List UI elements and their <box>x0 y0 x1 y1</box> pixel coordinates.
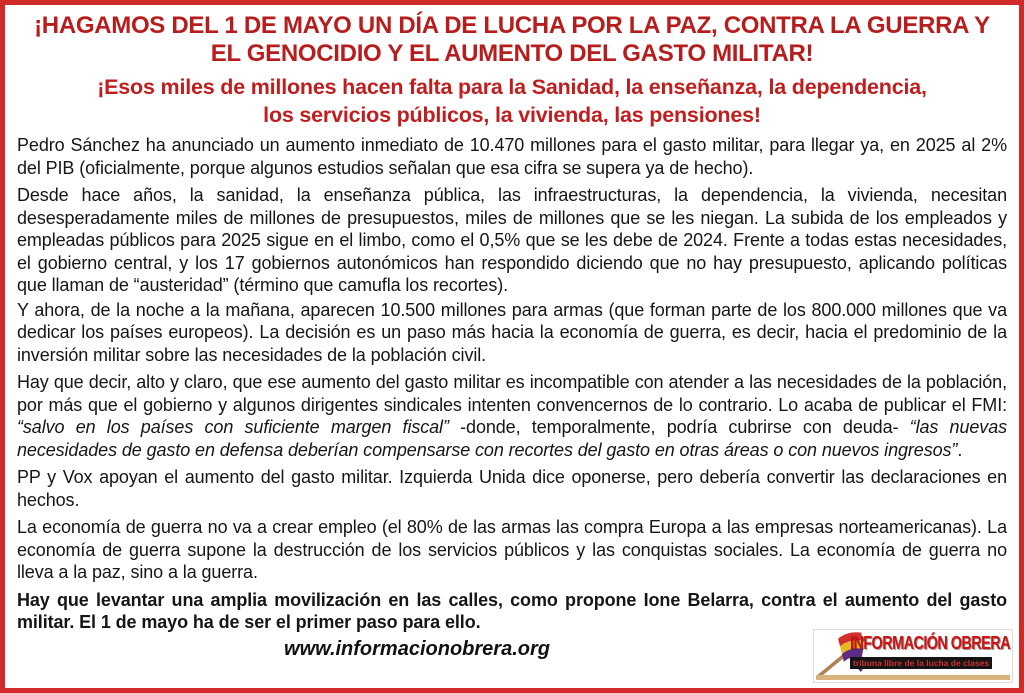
paragraph-text: Pedro Sánchez ha anunciado un aumento inmediato de 10.470 millones para el gasto militar, para llegar ya, en 2025 al 2% del PIB (oficialmente, porque algunos estudios señalan que esa cifra se supera ya de hecho). <box>17 135 1007 178</box>
headline-title <box>17 12 1007 68</box>
paragraph-text: Y ahora, de la noche a la mañana, aparecen 10.500 millones para armas (que forman parte de los 800.000 millones que va dedicar los países europeos). La decisión es un paso más hacia la economía de guerra, es decir, hacia el predominio de la inversión militar sobre las necesidades de la población civil. <box>17 299 1007 365</box>
headline-title-line-1: ¡HAGAMOS DEL 1 DE MAYO UN DÍA DE LUCHA POR LA PAZ, CONTRA LA GUERRA Y <box>34 12 990 39</box>
headline-subtitle <box>17 73 1007 129</box>
paragraph-war-economy-decision <box>17 299 1007 367</box>
headline-title-line-2: EL GENOCIDIO Y EL AUMENTO DEL GASTO MILITAR! <box>210 40 814 67</box>
paragraph-text: Hay que decir, alto y claro, que ese aumento del gasto militar es incompatible con atender a las necesidades de la población, por más que el gobierno y algunos dirigentes sindicales intenten convencernos de lo contrario. Lo acaba de publicar el FMI: <box>17 372 1007 415</box>
paragraph-text: Hay que levantar una amplia movilización en las calles, como propone Ione Belarra, contra el aumento del gasto militar. El 1 de mayo ha de ser el primer paso para ello. <box>17 589 1007 632</box>
logo-base-bar <box>816 675 1010 680</box>
paragraph-text: PP y Vox apoyan el aumento del gasto militar. Izquierda Unida dice oponerse, pero debería convertir las declaraciones en hechos. <box>17 467 1007 510</box>
headline-subtitle-line-1: ¡Esos miles de millones hacen falta para la Sanidad, la enseñanza, la dependencia, <box>97 75 927 99</box>
paragraph-text: Desde hace años, la sanidad, la enseñanza pública, las infraestructuras, la dependencia, la vivienda, necesitan desesperadamente miles de millones de presupuestos, miles de millones que se les niegan. La subida de los empleados y empleadas públicos para 2025 sigue en el limbo, como el 0,5% que se les debe de 2024. Frente a todas estas necesidades, el gobierno central, y los 17 gobiernos autonómicos han respondido diciendo que no hay presupuesto, aplicando políticas que llaman de “austeridad” (término que camufla los recortes). <box>17 185 1007 295</box>
logo-title: INFORMACIÓN OBRERA <box>850 633 1010 654</box>
paragraph-pp-vox-position <box>17 466 1007 511</box>
paragraph-text: . <box>957 439 963 460</box>
paragraph-call-to-mobilize <box>17 589 1007 634</box>
paragraph-text: La economía de guerra no va a crear empleo (el 80% de las armas las compra Europa a las empresas norteamericanas). La economía de guerra supone la destrucción de los servicios públicos y las conquistas sociales. La economía de guerra no lleva a la paz, sino a la guerra. <box>17 517 1007 582</box>
paragraph-text: -donde, temporalmente, podría cubrirse con deuda- <box>448 417 910 437</box>
paragraph-pedro-sanchez-announcement <box>17 134 1007 179</box>
logo-informacion-obrera <box>814 630 1012 682</box>
website-url: www.informacionobrera.org <box>284 637 550 660</box>
paragraph-war-economy-consequences <box>17 516 1007 584</box>
logo-subtitle: tribuna libre de la lucha de clases <box>850 657 992 669</box>
fmi-quote-italic-1: “salvo en los países con suficiente margen fiscal” <box>17 417 449 437</box>
paragraph-fmi-quote <box>17 371 1007 461</box>
fmi-quote-italic-2: “las nuevas necesidades de gasto en defensa deberían compensarse con recortes del gasto en otras áreas o con nuevos ingresos” <box>17 417 1008 460</box>
headline-subtitle-line-2: los servicios públicos, la vivienda, las pensiones! <box>263 103 761 127</box>
logo-text-block <box>850 635 1010 671</box>
paragraph-public-services-needs <box>17 184 1007 297</box>
